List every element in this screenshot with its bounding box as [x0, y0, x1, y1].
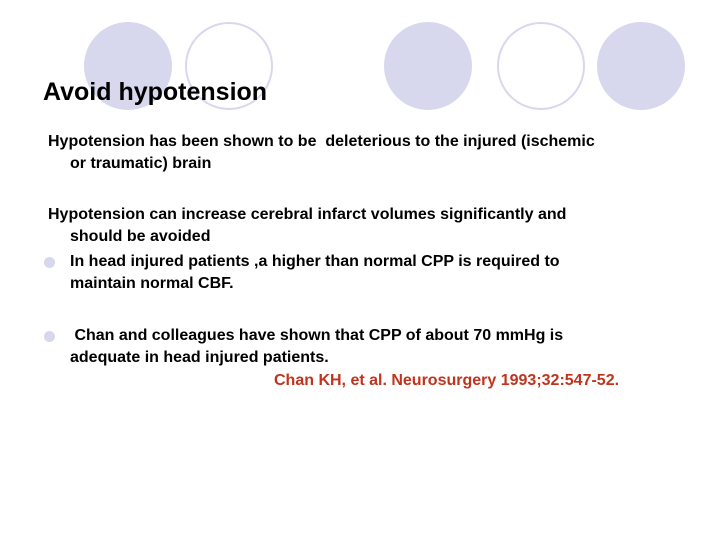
bullet-item-2	[70, 325, 690, 369]
decor-circle-5	[597, 22, 685, 110]
paragraph-2	[48, 204, 688, 248]
bullet-1-line-1: In head injured patients ,a higher than normal CPP is required to	[70, 253, 560, 270]
decor-circle-3	[384, 22, 472, 110]
bullet-dot-icon	[44, 331, 55, 342]
bullet-2-line-1: Chan and colleagues have shown that CPP of about 70 mmHg is	[70, 327, 564, 344]
paragraph-1	[48, 131, 688, 175]
paragraph-1-line-2: or traumatic) brain	[70, 155, 212, 172]
bullet-1-line-2: maintain normal CBF.	[70, 275, 234, 292]
citation: Chan KH, et al. Neurosurgery 1993;32:547-52.	[274, 372, 620, 389]
paragraph-1-line-1: Hypotension has been shown to be deleterious to the injured (ischemic	[48, 133, 595, 150]
decor-circle-4	[497, 22, 585, 110]
paragraph-2-line-1: Hypotension can increase cerebral infarct volumes significantly and	[48, 206, 567, 223]
bullet-dot-icon	[44, 257, 55, 268]
paragraph-2-line-2: should be avoided	[70, 228, 211, 245]
slide-title: Avoid hypotension	[43, 78, 268, 106]
bullet-2-line-2: adequate in head injured patients.	[70, 349, 329, 366]
bullet-item-1	[70, 251, 690, 295]
